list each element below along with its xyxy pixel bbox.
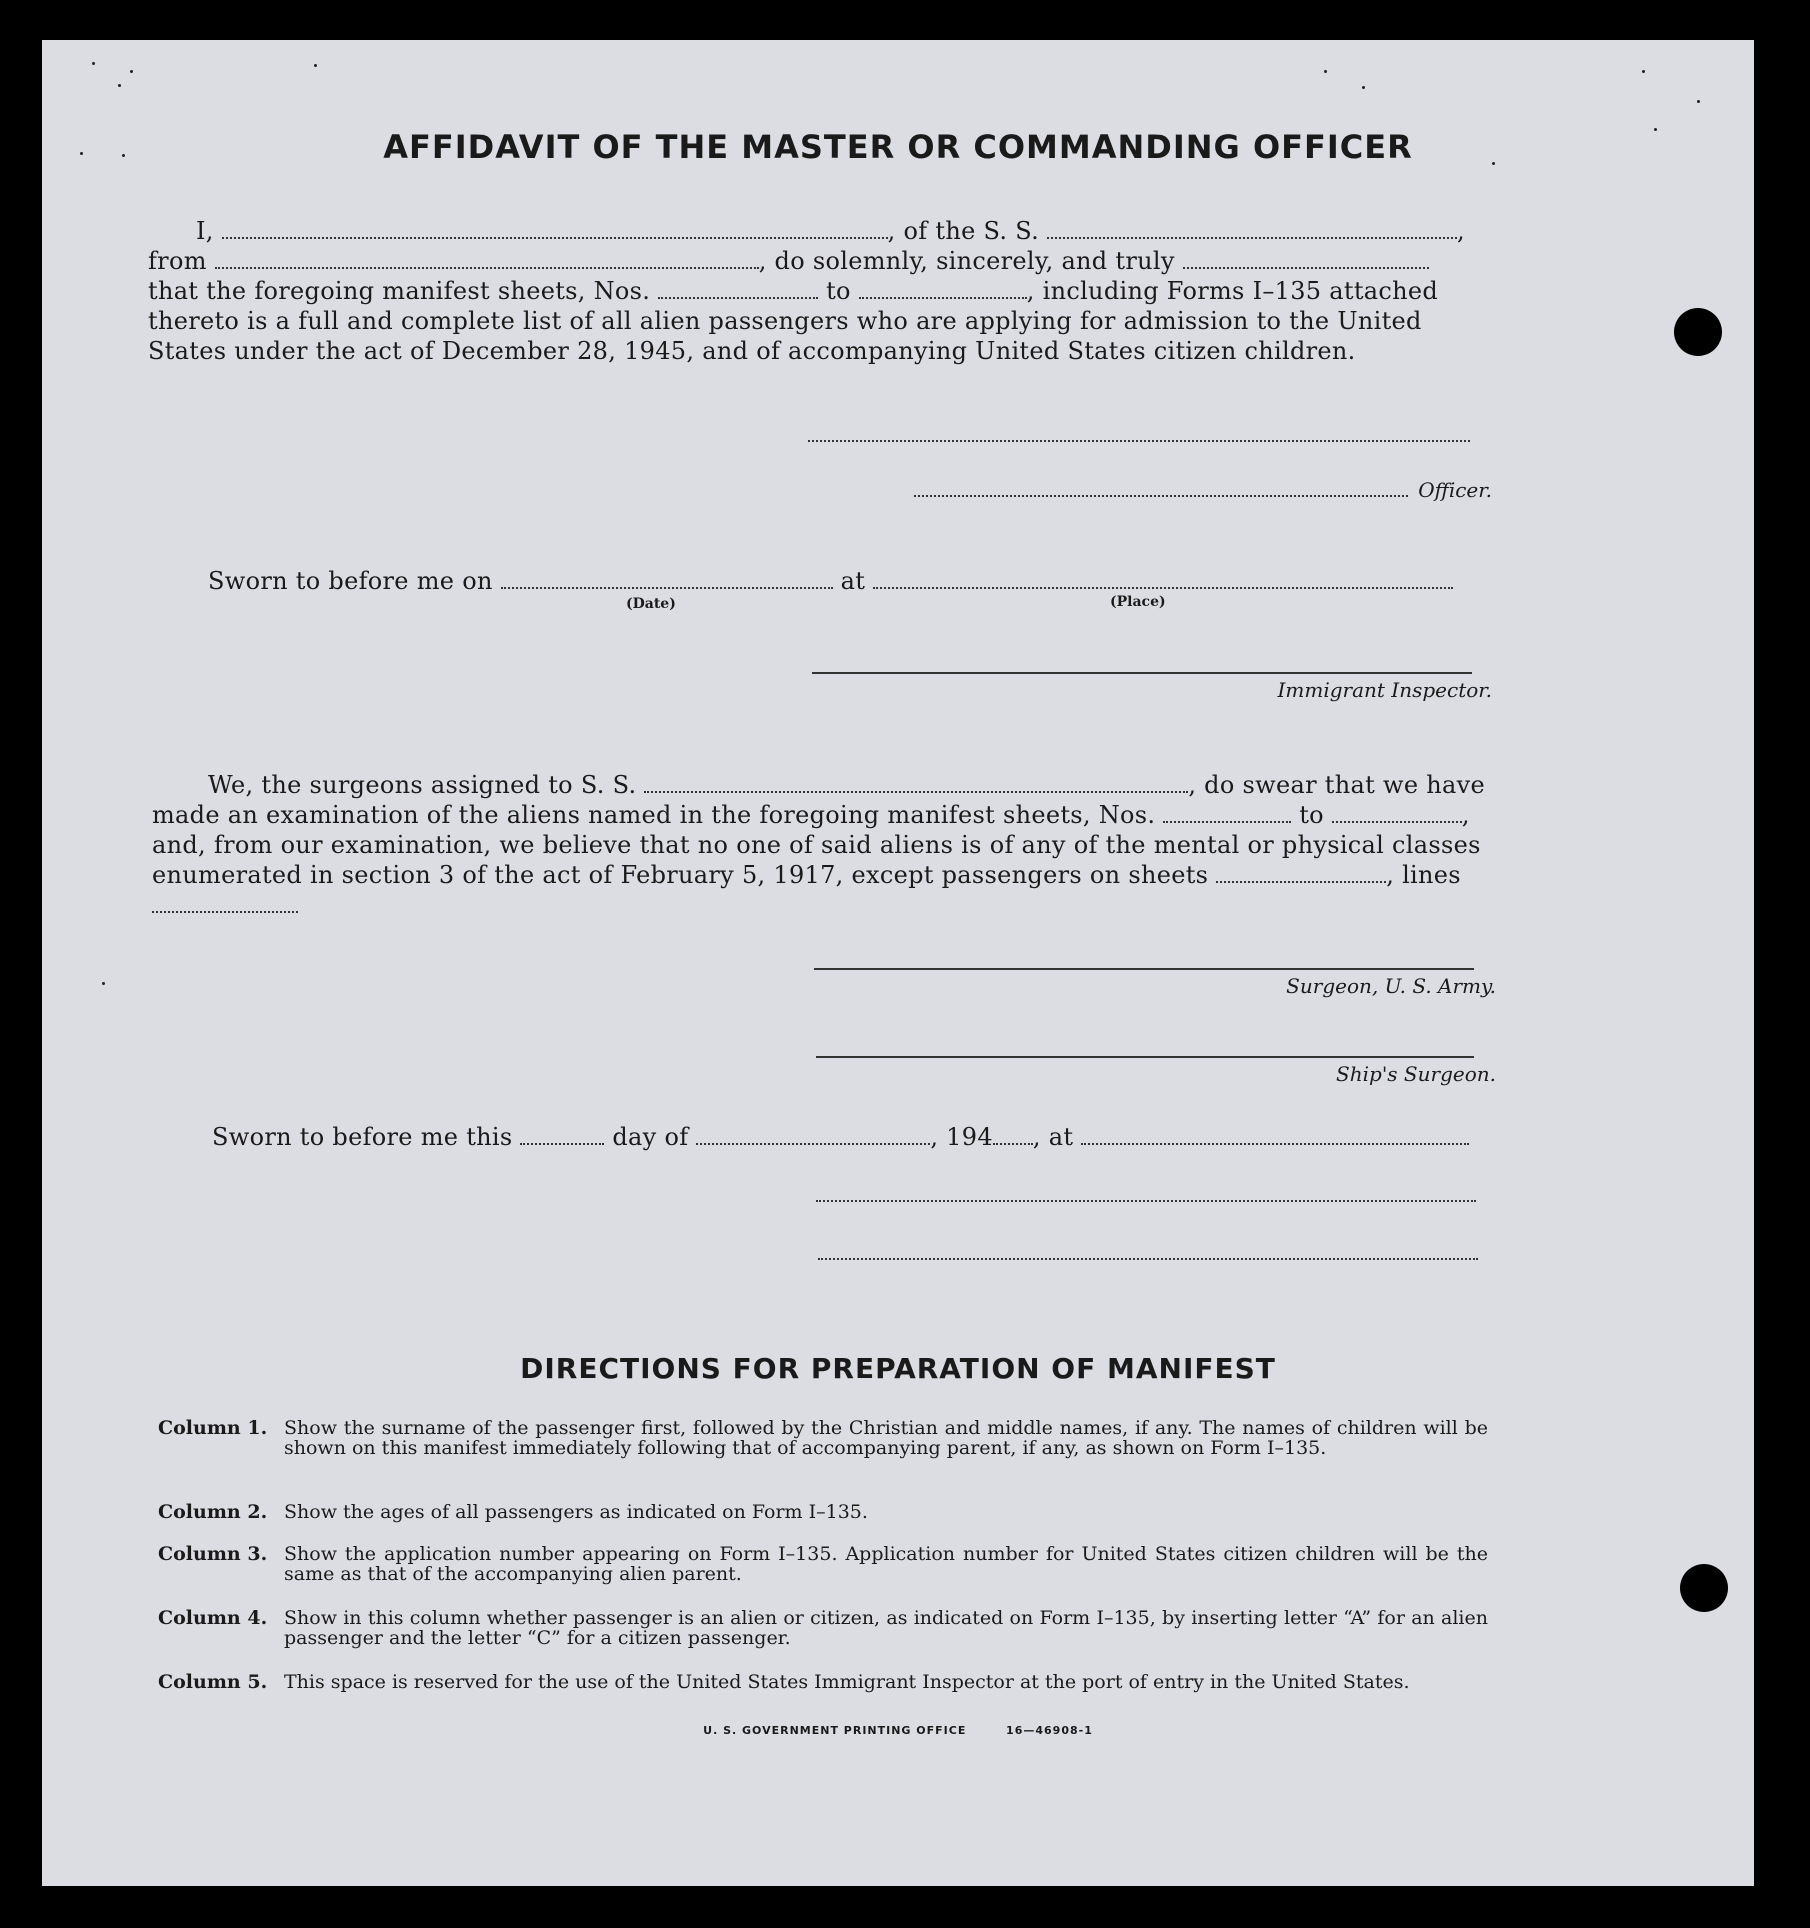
master-name-field[interactable]: [222, 219, 888, 239]
comma-text: ,: [1457, 217, 1465, 245]
except-sheets-field[interactable]: [1216, 863, 1386, 883]
direction-column-label: Column 5.: [158, 1671, 268, 1693]
affidavit-paragraph: [148, 216, 1514, 366]
inspector-signature-line[interactable]: [812, 672, 1472, 674]
sworn-place2-field[interactable]: [1081, 1125, 1469, 1145]
direction-text: This space is reserved for the use of the United States Immigrant Inspector at the port of entry in the United States.: [284, 1671, 1410, 1693]
departure-port-field[interactable]: [215, 249, 759, 269]
form-page: [42, 40, 1754, 1886]
ship-surgeon-signature-line[interactable]: [816, 1056, 1474, 1058]
directions-title: DIRECTIONS FOR PREPARATION OF MANIFEST: [520, 1352, 1276, 1385]
surgeons-line-3: and, from our examination, we believe that no one of said aliens is of any of the mental or physical classes: [152, 831, 1481, 859]
sworn-month-field[interactable]: [696, 1125, 930, 1145]
affidavit-sheets-label: that the foregoing manifest sheets, Nos.: [148, 277, 651, 305]
surgeons-sheets-label: made an examination of the aliens named in the foregoing manifest sheets, Nos.: [152, 801, 1156, 829]
printer-footer: [42, 1724, 1754, 1737]
surgeons-paragraph: [152, 770, 1518, 920]
printer-name: U. S. GOVERNMENT PRINTING OFFICE: [703, 1724, 967, 1737]
place-caption: (Place): [1110, 594, 1166, 610]
affidavit-title: AFFIDAVIT OF THE MASTER OR COMMANDING OFFICER: [383, 128, 1413, 166]
surgeon-ship-field[interactable]: [644, 773, 1188, 793]
date-caption: (Date): [626, 596, 676, 612]
sworn-place-field[interactable]: [873, 569, 1453, 589]
surgeons-except-label: enumerated in section 3 of the act of February 5, 1917, except passengers on sheets: [152, 861, 1209, 889]
sworn-this-label: Sworn to before me this: [212, 1123, 513, 1151]
sworn-year-field[interactable]: [993, 1125, 1033, 1145]
officer-label: Officer.: [1418, 478, 1492, 502]
sworn-at2-label: , at: [1032, 1123, 1074, 1151]
affidavit-ss-label: , of the S. S.: [887, 217, 1040, 245]
sworn-year-label: , 194: [930, 1123, 993, 1151]
direction-column-label: Column 1.: [158, 1417, 268, 1439]
direction-column-label: Column 3.: [158, 1543, 268, 1565]
affidavit-line-5: States under the act of December 28, 1945, and of accompanying United States citizen children.: [148, 337, 1356, 365]
ship-surgeon-label: Ship's Surgeon.: [1336, 1062, 1496, 1086]
except-lines-field[interactable]: [152, 893, 298, 913]
sheets-to-field[interactable]: [859, 279, 1027, 299]
affidavit-to-label: to: [826, 277, 851, 305]
surgeons-swear-label: , do swear that we have: [1188, 771, 1485, 799]
form-code: 16—46908-1: [1006, 1724, 1093, 1737]
inspector-label: Immigrant Inspector.: [1277, 678, 1492, 702]
direction-column-label: Column 4.: [158, 1607, 268, 1629]
officer-signature-line-2[interactable]: [914, 495, 1408, 497]
surgeon-sheets-from-field[interactable]: [1163, 803, 1291, 823]
sworn-at-label: at: [840, 567, 866, 595]
sworn-dayof-label: day of: [612, 1123, 689, 1151]
officer-signature-line-1[interactable]: [808, 440, 1470, 442]
affidavit-i-label: I,: [196, 217, 214, 245]
affidavit-swear-label: , do solemnly, sincerely, and truly: [758, 247, 1175, 275]
surgeons-ss-label: We, the surgeons assigned to S. S.: [208, 771, 637, 799]
punch-hole: [1680, 1564, 1728, 1612]
comma-text: ,: [1461, 801, 1470, 829]
direction-text: Show the application number appearing on Form I–135. Application number for United States citizen children will be the same as that of the accompanying alien parent.: [284, 1543, 1488, 1585]
direction-text: Show the ages of all passengers as indicated on Form I–135.: [284, 1501, 868, 1523]
sworn-signature-line-1[interactable]: [816, 1200, 1476, 1202]
affidavit-from-label: from: [148, 247, 207, 275]
surgeon-sheets-to-field[interactable]: [1332, 803, 1462, 823]
sworn-day-field[interactable]: [520, 1125, 604, 1145]
direction-column-label: Column 2.: [158, 1501, 268, 1523]
army-surgeon-label: Surgeon, U. S. Army.: [1286, 974, 1496, 998]
sworn-on-label: Sworn to before me on: [208, 567, 493, 595]
army-surgeon-signature-line[interactable]: [814, 968, 1474, 970]
affidavit-forms-label: , including Forms I–135 attached: [1026, 277, 1439, 305]
punch-hole: [1674, 308, 1722, 356]
affidavit-line-4: thereto is a full and complete list of all alien passengers who are applying for admission to the United: [148, 307, 1422, 335]
sworn-signature-line-2[interactable]: [818, 1258, 1478, 1260]
sworn-this-line: [212, 1122, 1502, 1152]
surgeons-lines-label: , lines: [1386, 861, 1461, 889]
direction-text: Show in this column whether passenger is an alien or citizen, as indicated on Form I–135, by inserting letter “A” for an alien passenger and the letter “C” for a citizen passenger.: [284, 1607, 1488, 1649]
sworn-on-line: [208, 566, 1498, 596]
surgeons-to-label: to: [1299, 801, 1324, 829]
oath-field[interactable]: [1183, 249, 1429, 269]
ship-name-field[interactable]: [1047, 219, 1457, 239]
sheets-from-field[interactable]: [658, 279, 818, 299]
sworn-date-field[interactable]: [501, 569, 833, 589]
direction-text: Show the surname of the passenger first, followed by the Christian and middle names, if any. The names of children will be shown on this manifest immediately following that of accompanying parent, if any, as shown on Form I–135.: [284, 1417, 1488, 1459]
